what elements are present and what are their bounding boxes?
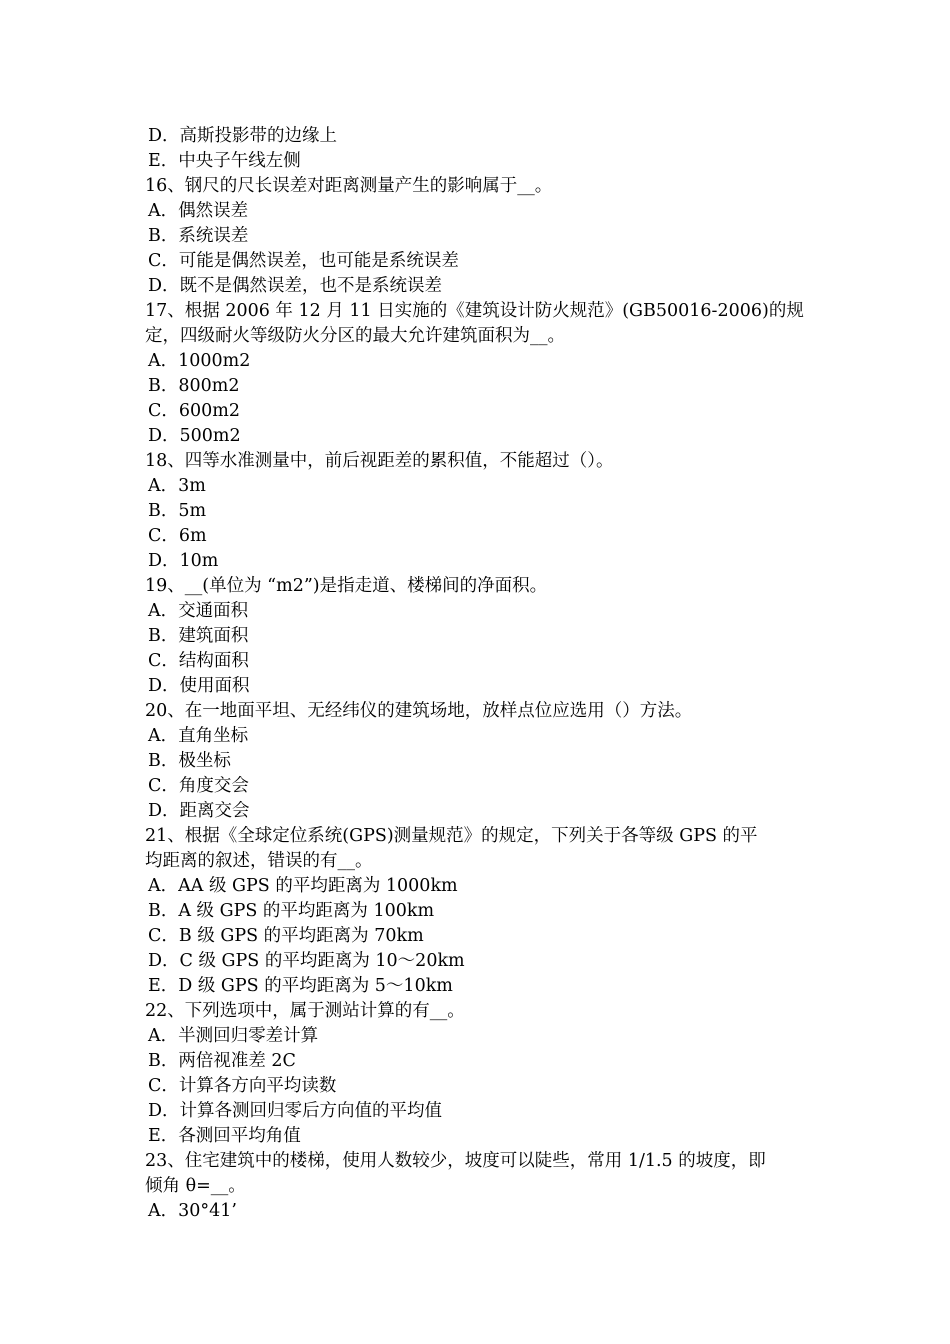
- option-line: A．交通面积: [148, 601, 249, 621]
- option-line: A．3m: [148, 476, 206, 496]
- option-line: A．偶然误差: [148, 201, 249, 221]
- option-line: A．半测回归零差计算: [148, 1026, 319, 1046]
- option-line: B．建筑面积: [148, 626, 249, 646]
- question-line: 20、在一地面平坦、无经纬仪的建筑场地，放样点位应选用（）方法。: [145, 701, 693, 721]
- option-line: B．800m2: [148, 376, 240, 396]
- option-line: D．使用面积: [148, 676, 250, 696]
- option-line: D．计算各测回归零后方向值的平均值: [148, 1101, 443, 1121]
- option-line: B．A 级 GPS 的平均距离为 100km: [148, 901, 435, 921]
- question-line: 23、住宅建筑中的楼梯，使用人数较少，坡度可以陡些，常用 1/1.5 的坡度，即: [145, 1151, 766, 1171]
- option-line: D．距离交会: [148, 801, 250, 821]
- option-line: C．结构面积: [148, 651, 249, 671]
- option-line: D．既不是偶然误差，也不是系统误差: [148, 276, 443, 296]
- question-line: 16、钢尺的尺长误差对距离测量产生的影响属于__。: [145, 176, 553, 196]
- question-line: 21、根据《全球定位系统(GPS)测量规范》的规定，下列关于各等级 GPS 的平: [145, 826, 758, 846]
- option-line: C．600m2: [148, 401, 241, 421]
- question-line: 18、四等水准测量中，前后视距差的累积值，不能超过（）。: [145, 451, 614, 471]
- option-line: E．中央子午线左侧: [148, 151, 301, 171]
- option-line: C．角度交会: [148, 776, 249, 796]
- option-line: D．C 级 GPS 的平均距离为 10～20km: [148, 951, 465, 971]
- option-line: D．500m2: [148, 426, 241, 446]
- option-line: A．1000m2: [148, 351, 251, 371]
- option-line: B．极坐标: [148, 751, 231, 771]
- option-line: E．D 级 GPS 的平均距离为 5～10km: [148, 976, 453, 996]
- option-line: C．计算各方向平均读数: [148, 1076, 337, 1096]
- question-line: 均距离的叙述，错误的有__。: [145, 851, 373, 871]
- option-line: B．两倍视准差 2C: [148, 1051, 296, 1071]
- option-line: A．AA 级 GPS 的平均距离为 1000km: [148, 876, 458, 896]
- question-line: 倾角 θ=__。: [145, 1176, 246, 1196]
- question-line: 定，四级耐火等级防火分区的最大允许建筑面积为__。: [145, 326, 565, 346]
- option-line: D．10m: [148, 551, 219, 571]
- question-line: 17、根据 2006 年 12 月 11 日实施的《建筑设计防火规范》(GB50016-2006)的规: [145, 301, 804, 321]
- option-line: A．30°41’: [148, 1201, 237, 1221]
- question-list: [145, 124, 810, 1224]
- option-line: C．6m: [148, 526, 207, 546]
- option-line: B．5m: [148, 501, 207, 521]
- question-line: 22、下列选项中，属于测站计算的有__。: [145, 1001, 465, 1021]
- option-line: B．系统误差: [148, 226, 249, 246]
- question-line: 19、__(单位为 “m2”)是指走道、楼梯间的净面积。: [145, 576, 548, 596]
- option-line: C．可能是偶然误差，也可能是系统误差: [148, 251, 459, 271]
- option-line: D．高斯投影带的边缘上: [148, 126, 338, 146]
- option-line: C．B 级 GPS 的平均距离为 70km: [148, 926, 424, 946]
- option-line: A．直角坐标: [148, 726, 249, 746]
- option-line: E．各测回平均角值: [148, 1126, 301, 1146]
